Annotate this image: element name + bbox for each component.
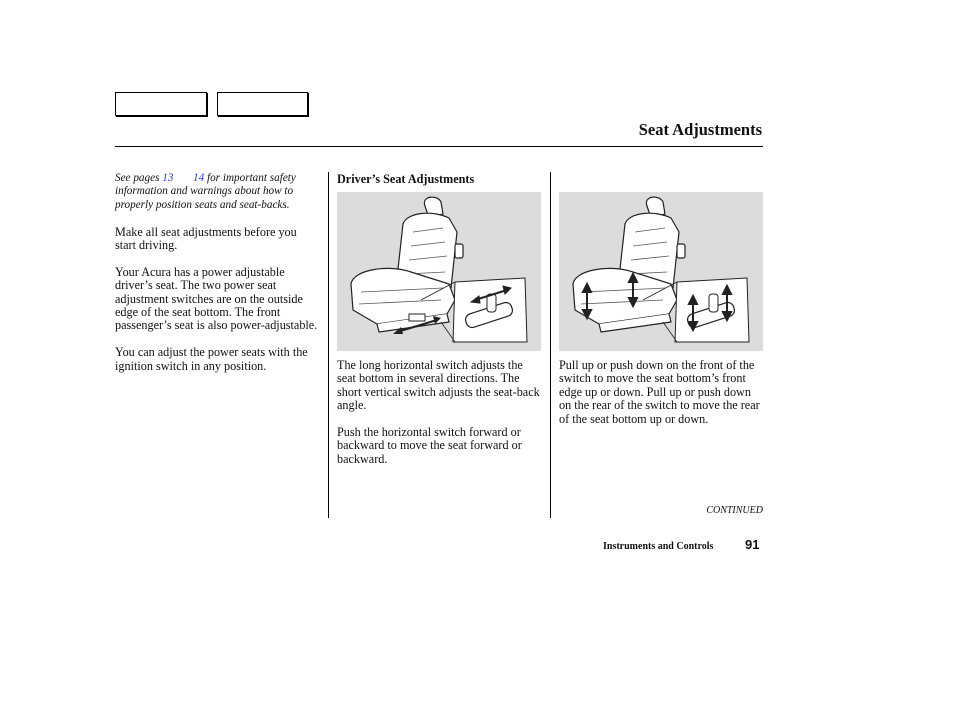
footer-section-name: Instruments and Controls <box>603 541 714 552</box>
column-divider <box>550 172 551 518</box>
page-link-13[interactable]: 13 <box>162 172 174 184</box>
page-title: Seat Adjustments <box>638 120 762 139</box>
middle-column <box>337 359 543 480</box>
nav-button-previous[interactable] <box>115 92 207 116</box>
left-column <box>115 172 319 386</box>
page-link-14[interactable]: 14 <box>193 172 205 184</box>
seat-forward-back-illustration <box>337 192 541 351</box>
safety-note <box>115 172 319 212</box>
title-rule <box>115 146 763 147</box>
seat-illustration-svg <box>337 192 541 351</box>
column-divider <box>328 172 329 518</box>
note-suffix: for important safety information and warnings about how to properly position seats and seat-backs. <box>115 172 296 211</box>
paragraph-switches: The long horizontal switch adjusts the seat bottom in several directions. The short vertical switch adjusts the seat-back angle. <box>337 358 540 413</box>
note-prefix: See pages <box>115 172 163 184</box>
page-number: 91 <box>745 537 760 552</box>
paragraph-ignition: You can adjust the power seats with the ignition switch in any position. <box>115 345 308 373</box>
paragraph-forward-backward: Push the horizontal switch forward or backward to move the seat forward or backward. <box>337 425 522 466</box>
right-column <box>559 359 765 439</box>
section-heading: Driver’s Seat Adjustments <box>337 172 475 186</box>
paragraph-up-down: Pull up or push down on the front of the switch to move the seat bottom’s front edge up or down. Pull up or push down on the rear of the switch to move the rear of the seat bottom up or down. <box>559 358 760 426</box>
continued-label: CONTINUED <box>706 505 763 516</box>
paragraph-before-driving: Make all seat adjustments before you start driving. <box>115 224 297 253</box>
paragraph-power-seat: Your Acura has a power adjustable driver’s seat. The two power seat adjustment switches are on the outside edge of the seat bottom. The front passenger’s seat is also power-adjustable. <box>115 264 318 333</box>
nav-button-next[interactable] <box>217 92 308 116</box>
seat-illustration-svg <box>559 192 763 351</box>
seat-height-illustration <box>559 192 763 351</box>
